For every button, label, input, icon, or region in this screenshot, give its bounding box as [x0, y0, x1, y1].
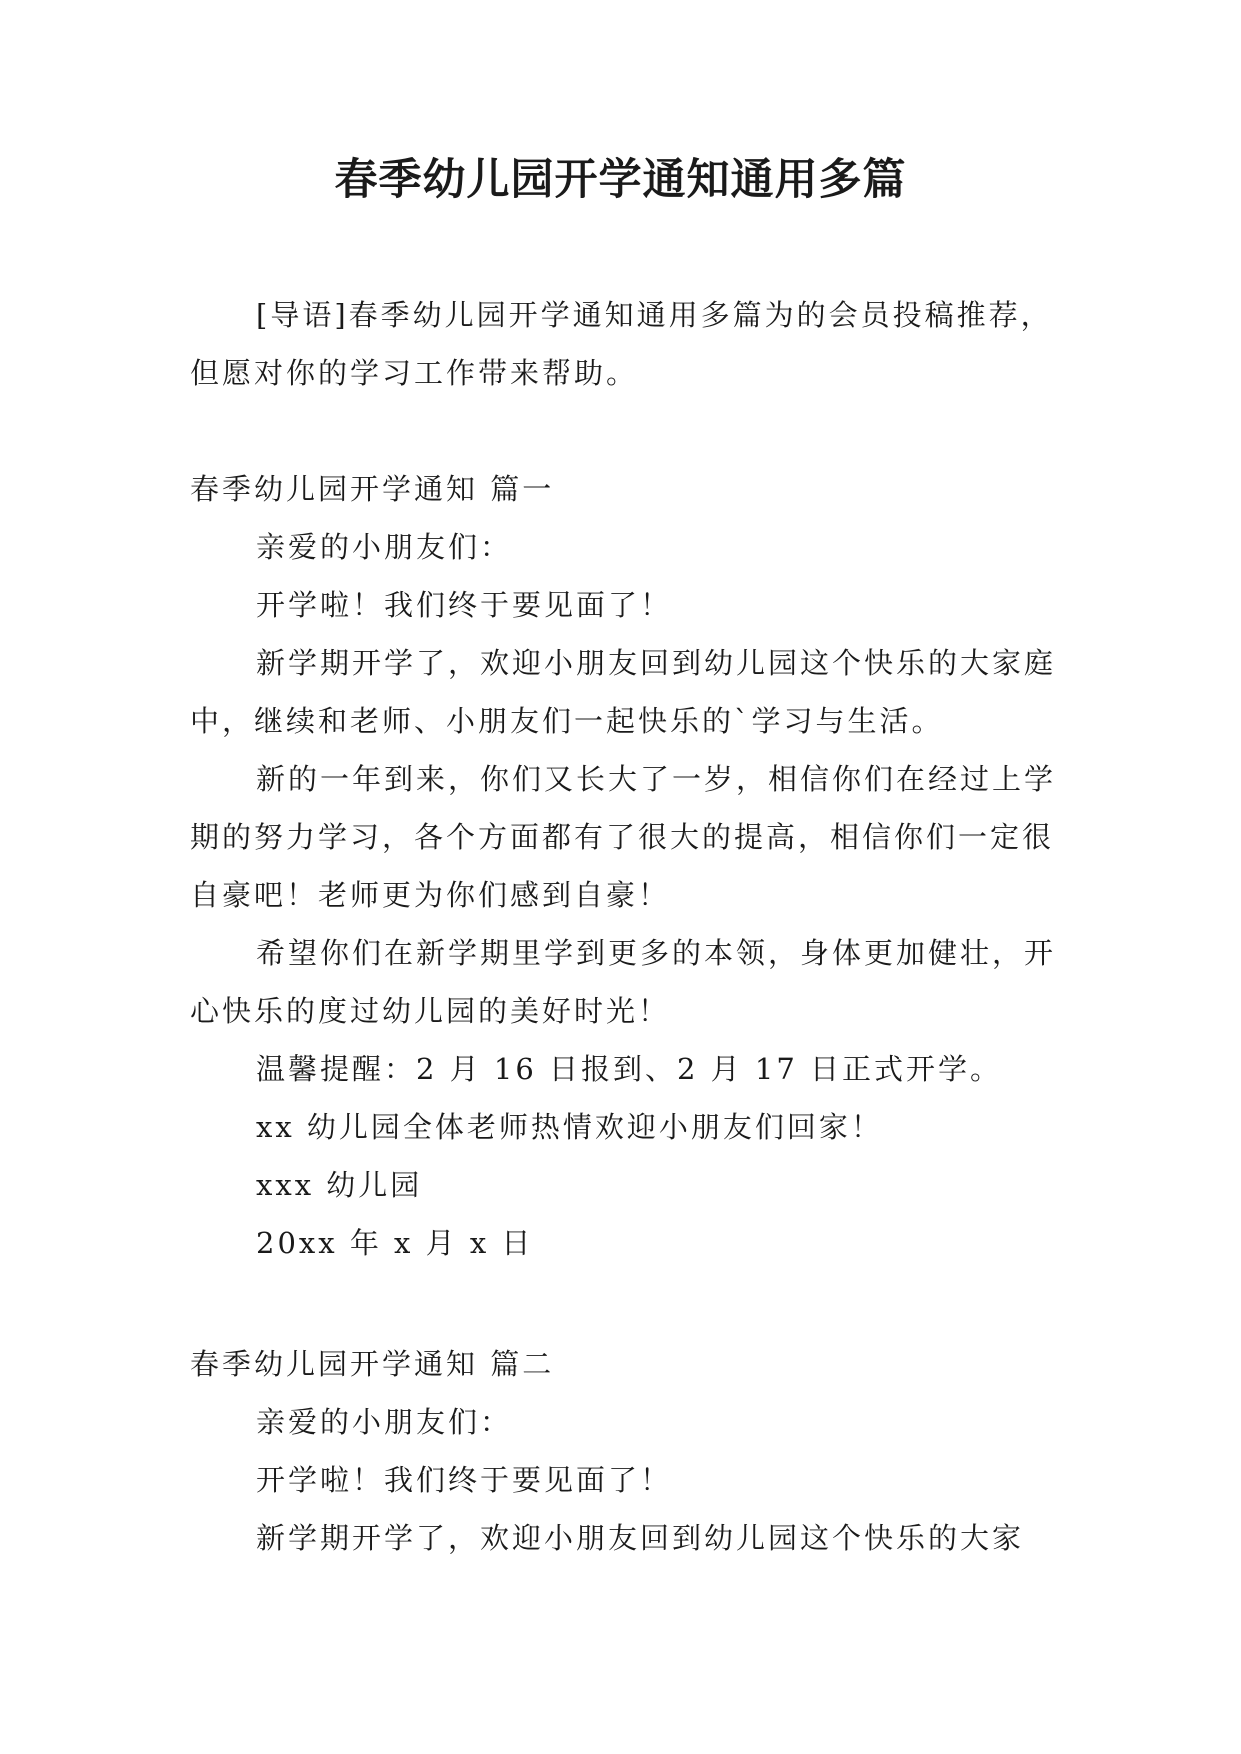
paragraph: 开学啦！我们终于要见面了！ [256, 588, 673, 622]
paragraph: 希望你们在新学期里学到更多的本领，身体更加健壮，开心快乐的度过幼儿园的美好时光！ [190, 936, 1057, 1028]
document-title: 春季幼儿园开学通知通用多篇 [334, 155, 907, 205]
paragraph: 新的一年到来，你们又长大了一岁，相信你们在经过上学期的努力学习，各个方面都有了很大的提高，相信你们一定很自豪吧！老师更为你们感到自豪！ [190, 762, 1057, 912]
reminder-paragraph: 温馨提醒：2 月 16 日报到、2 月 17 日正式开学。 [256, 1052, 1003, 1086]
section-heading: 春季幼儿园开学通知 篇一 [190, 472, 555, 506]
paragraph: 新学期开学了，欢迎小朋友回到幼儿园这个快乐的大家 [256, 1521, 1025, 1555]
intro-block [190, 286, 1070, 402]
section-two [190, 1335, 1070, 1567]
welcome-paragraph: xx 幼儿园全体老师热情欢迎小朋友们回家！ [256, 1110, 883, 1144]
signature-school: xxx 幼儿园 [256, 1168, 423, 1202]
intro-paragraph: [导语]春季幼儿园开学通知通用多篇为的会员投稿推荐，但愿对你的学习工作带来帮助。 [190, 298, 1053, 390]
section-heading: 春季幼儿园开学通知 篇二 [190, 1347, 555, 1381]
paragraph: 新学期开学了，欢迎小朋友回到幼儿园这个快乐的大家庭中，继续和老师、小朋友们一起快乐的`学习与生活。 [190, 646, 1057, 738]
salutation: 亲爱的小朋友们： [256, 530, 513, 564]
signature-date: 20xx 年 x 月 x 日 [256, 1226, 534, 1260]
section-one [190, 460, 1070, 1272]
paragraph: 开学啦！我们终于要见面了！ [256, 1463, 673, 1497]
salutation: 亲爱的小朋友们： [256, 1405, 513, 1439]
